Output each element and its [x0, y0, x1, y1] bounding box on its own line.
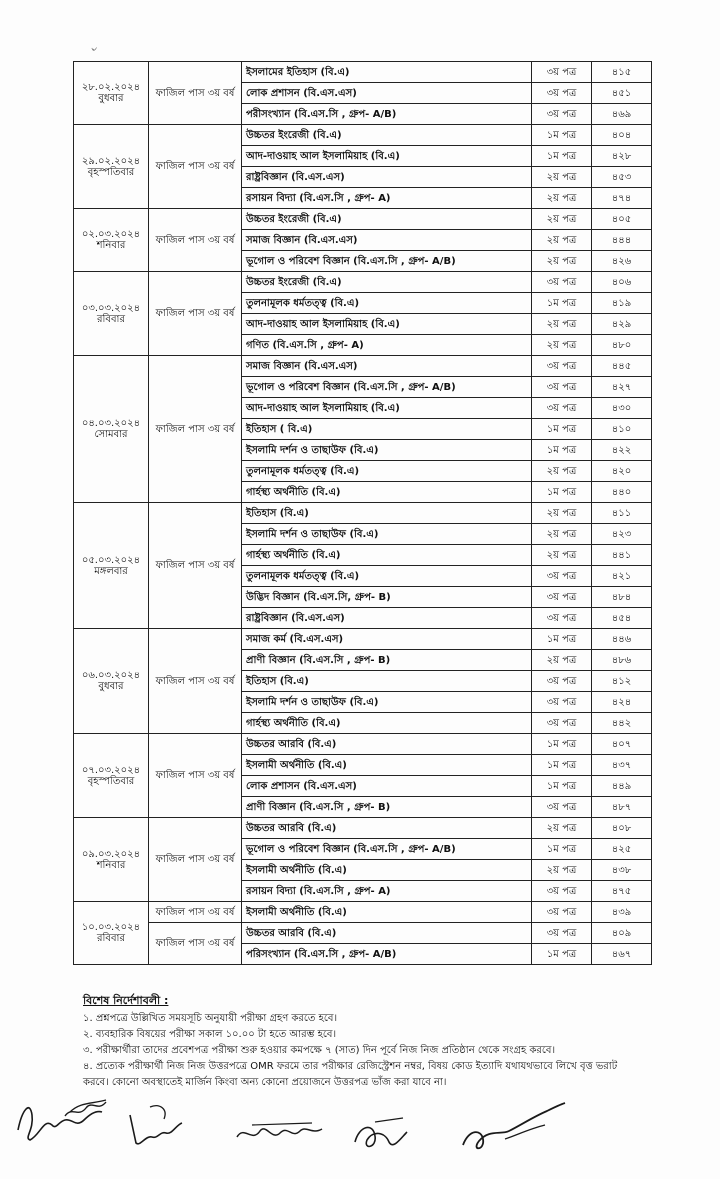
subject-code: ৪১২ — [592, 671, 652, 692]
instruction-item-3: ৩. পরীক্ষার্থীরা তাদের প্রবেশপত্র পরীক্ষা শুরু হওয়ার কমপক্ষে ৭ (সাত) দিন পূর্বে নিজ নিজ প্রতিষ্ঠান থেকে সংগ্রহ করবে। — [83, 1045, 556, 1056]
paper-number: ২য় পত্র — [532, 209, 592, 230]
subject-name: ইতিহাস (বি.এ) — [242, 671, 532, 692]
exam-date-cell — [74, 902, 149, 965]
paper-number: ১ম পত্র — [532, 839, 592, 860]
paper-number: ১ম পত্র — [532, 734, 592, 755]
subject-code: ৪২৬ — [592, 251, 652, 272]
subject-name: তুলনামূলক ধর্মতত্ত্ব (বি.এ) — [242, 566, 532, 587]
paper-number: ২য় পত্র — [532, 335, 592, 356]
subject-name: প্রাণী বিজ্ঞান (বি.এস.সি , গ্রুপ- B) — [242, 797, 532, 818]
instruction-item-1: ১. প্রশ্নপত্রে উল্লিখিত সময়সূচি অনুযায়ী পরীক্ষা গ্রহণ করতে হবে। — [83, 1013, 338, 1024]
paper-number: ১ম পত্র — [532, 755, 592, 776]
exam-date-cell — [74, 629, 149, 734]
exam-date: ০৬.০৩.২০২৪ — [81, 670, 141, 681]
subject-name: ভূগোল ও পরিবেশ বিজ্ঞান (বি.এস.সি , গ্রুপ- A/B) — [242, 839, 532, 860]
subject-name: গার্হস্থ্য অর্থনীতি (বি.এ) — [242, 482, 532, 503]
exam-date: ১০.০৩.২০২৪ — [81, 922, 141, 933]
subject-name: উচ্চতর আরবি (বি.এ) — [242, 818, 532, 839]
subject-name: ইসলামী অর্থনীতি (বি.এ) — [242, 902, 532, 923]
paper-number: ২য় পত্র — [532, 524, 592, 545]
paper-number: ২য় পত্র — [532, 461, 592, 482]
paper-number: ১ম পত্র — [532, 944, 592, 965]
paper-number: ৩য় পত্র — [532, 671, 592, 692]
subject-code: ৪৫১ — [592, 83, 652, 104]
paper-number: ১ম পত্র — [532, 293, 592, 314]
paper-number: ৩য় পত্র — [532, 902, 592, 923]
exam-date-cell — [74, 734, 149, 818]
exam-name: ফাজিল পাস ৩য় বর্ষ — [149, 629, 242, 734]
subject-name: আদ-দাওয়াহ আল ইসলামিয়াহ (বি.এ) — [242, 398, 532, 419]
subject-code: ৪৮৬ — [592, 650, 652, 671]
paper-number: ২য় পত্র — [532, 314, 592, 335]
subject-name: গণিত (বি.এস.সি , গ্রুপ- A) — [242, 335, 532, 356]
exam-weekday: বৃহস্পতিবার — [87, 166, 135, 178]
subject-name: উচ্চতর আরবি (বি.এ) — [242, 923, 532, 944]
subject-name: ইতিহাস (বি.এ) — [242, 503, 532, 524]
exam-weekday: শনিবার — [96, 240, 126, 251]
subject-code: ৪২০ — [592, 461, 652, 482]
subject-code: ৪১০ — [592, 419, 652, 440]
subject-name: আদ-দাওয়াহ আল ইসলামিয়াহ (বি.এ) — [242, 314, 532, 335]
subject-code: ৪৪৯ — [592, 776, 652, 797]
subject-code: ৪০৭ — [592, 734, 652, 755]
subject-code: ৪৪৫ — [592, 356, 652, 377]
exam-schedule-body — [74, 62, 652, 965]
paper-number: ১ম পত্র — [532, 482, 592, 503]
paper-number: ২য় পত্র — [532, 503, 592, 524]
paper-number: ৩য় পত্র — [532, 566, 592, 587]
subject-name: পরীসংখ্যান (বি.এস.সি , গ্রুপ- A/B) — [242, 104, 532, 125]
paper-number: ৩য় পত্র — [532, 104, 592, 125]
subject-code: ৪০৮ — [592, 818, 652, 839]
signature-5 — [455, 1095, 570, 1160]
paper-number: ১ম পত্র — [532, 146, 592, 167]
scan-speck: ৺ — [90, 46, 97, 57]
exam-date: ২৯.০২.২০২৪ — [81, 155, 141, 167]
paper-number: ১ম পত্র — [532, 440, 592, 461]
exam-date: ০৩.০৩.২০২৪ — [81, 302, 141, 314]
paper-number: ৩য় পত্র — [532, 713, 592, 734]
subject-code: ৪৮০ — [592, 335, 652, 356]
exam-date: ০৫.০৩.২০২৪ — [81, 554, 141, 566]
subject-name: ইতিহাস ( বি.এ) — [242, 419, 532, 440]
subject-code: ৪৭৪ — [592, 188, 652, 209]
subject-name: তুলনামূলক ধর্মতত্ত্ব (বি.এ) — [242, 461, 532, 482]
schedule-row — [74, 356, 652, 377]
subject-name: গার্হস্থ্য অর্থনীতি (বি.এ) — [242, 713, 532, 734]
signature-4 — [345, 1112, 415, 1157]
instruction-item-4: ৪. প্রত্যেক পরীক্ষার্থী নিজ নিজ উত্তরপত্রে OMR ফরমে তার পরীক্ষার রেজিস্ট্রেশন নম্বর, বিষয় কোড ইত্যাদি যথাযথভাবে লিখে বৃত্ত ভরাট করবে। কোনো অবস্থাতেই মার্জিন কিংবা অন্য কোনো প্রয়োজনে উত্তরপত্র ভাঁজ করা যাবে না। — [83, 1061, 618, 1088]
subject-name: ইসলামী অর্থনীতি (বি.এ) — [242, 755, 532, 776]
paper-number: ২য় পত্র — [532, 251, 592, 272]
exam-date: ০২.০৩.২০২৪ — [81, 229, 141, 240]
paper-number: ২য় পত্র — [532, 188, 592, 209]
exam-name: ফাজিল পাস ৩য় বর্ষ — [149, 902, 242, 923]
exam-date: ০৯.০৩.২০২৪ — [81, 848, 141, 860]
subject-code: ৪৬৯ — [592, 104, 652, 125]
exam-weekday: বুধবার — [98, 681, 124, 692]
subject-name: উচ্চতর ইংরেজী (বি.এ) — [242, 272, 532, 293]
signature-6 — [60, 1088, 110, 1128]
subject-code: ৪৮৭ — [592, 797, 652, 818]
subject-code: ৪০৫ — [592, 209, 652, 230]
paper-number: ১ম পত্র — [532, 629, 592, 650]
paper-number: ৩য় পত্র — [532, 587, 592, 608]
subject-code: ৪০৯ — [592, 923, 652, 944]
subject-name: ইসলামের ইতিহাস (বি.এ) — [242, 62, 532, 83]
subject-code: ৪২২ — [592, 440, 652, 461]
exam-name: ফাজিল পাস ৩য় বর্ষ — [149, 62, 242, 125]
subject-code: ৪৮৪ — [592, 587, 652, 608]
paper-number: ৩য় পত্র — [532, 62, 592, 83]
subject-name: তুলনামূলক ধর্মতত্ত্ব (বি.এ) — [242, 293, 532, 314]
exam-name: ফাজিল পাস ৩য় বর্ষ — [149, 818, 242, 902]
subject-name: রসায়ন বিদ্যা (বি.এস.সি , গ্রুপ- A) — [242, 188, 532, 209]
paper-number: ২য় পত্র — [532, 167, 592, 188]
subject-code: ৪৬৭ — [592, 944, 652, 965]
subject-code: ৪০৬ — [592, 272, 652, 293]
exam-name: ফাজিল পাস ৩য় বর্ষ — [149, 734, 242, 818]
instruction-item-2: ২. ব্যবহারিক বিষয়ের পরীক্ষা সকাল ১০.০০ টা হতে আরম্ভ হবে। — [83, 1029, 337, 1040]
exam-weekday: শনিবার — [96, 859, 126, 871]
schedule-row — [74, 734, 652, 755]
subject-name: সমাজ কর্ম (বি.এস.এস) — [242, 629, 532, 650]
schedule-row — [74, 62, 652, 83]
subject-code: ৪৪২ — [592, 713, 652, 734]
paper-number: ১ম পত্র — [532, 776, 592, 797]
subject-code: ৪৪৪ — [592, 230, 652, 251]
subject-name: উচ্চতর আরবি (বি.এ) — [242, 734, 532, 755]
subject-code: ৪২৯ — [592, 314, 652, 335]
subject-name: লোক প্রশাসন (বি.এস.এস) — [242, 83, 532, 104]
subject-name: ইসলামি দর্শন ও তাছাউফ (বি.এ) — [242, 440, 532, 461]
exam-name: ফাজিল পাস ৩য় বর্ষ — [149, 356, 242, 503]
subject-code: ৪২৫ — [592, 839, 652, 860]
exam-date-cell — [74, 209, 149, 272]
subject-code: ৪৩৯ — [592, 902, 652, 923]
exam-weekday: রবিবার — [97, 313, 125, 325]
schedule-row — [74, 209, 652, 230]
exam-name: ফাজিল পাস ৩য় বর্ষ — [149, 503, 242, 629]
paper-number: ২য় পত্র — [532, 818, 592, 839]
exam-date: ০৪.০৩.২০২৪ — [81, 418, 141, 429]
exam-name: ফাজিল পাস ৩য় বর্ষ — [149, 209, 242, 272]
exam-date: ২৮.০২.২০২৪ — [81, 82, 141, 93]
subject-name: উচ্চতর ইংরেজী (বি.এ) — [242, 209, 532, 230]
exam-name: ফাজিল পাস ৩য় বর্ষ — [149, 272, 242, 356]
subject-code: ৪৪৬ — [592, 629, 652, 650]
paper-number: ২য় পত্র — [532, 230, 592, 251]
subject-name: গার্হস্থ্য অর্থনীতি (বি.এ) — [242, 545, 532, 566]
subject-code: ৪০৪ — [592, 125, 652, 146]
exam-date-cell — [74, 272, 149, 356]
subject-code: ৪২৭ — [592, 377, 652, 398]
subject-name: সমাজ বিজ্ঞান (বি.এস.এস) — [242, 230, 532, 251]
subject-code: ৪৫৩ — [592, 167, 652, 188]
subject-name: রাষ্ট্রবিজ্ঞান (বি.এস.এস) — [242, 608, 532, 629]
subject-name: উদ্ভিদ বিজ্ঞান (বি.এস.সি, গ্রুপ- B) — [242, 587, 532, 608]
exam-name: ফাজিল পাস ৩য় বর্ষ — [149, 125, 242, 209]
subject-code: ৪৫৪ — [592, 608, 652, 629]
signature-3 — [232, 1115, 327, 1150]
subject-code: ৪৩০ — [592, 398, 652, 419]
schedule-row — [74, 272, 652, 293]
paper-number: ৩য় পত্র — [532, 272, 592, 293]
paper-number: ৩য় পত্র — [532, 881, 592, 902]
subject-code: ৪১৫ — [592, 62, 652, 83]
paper-number: ৩য় পত্র — [532, 692, 592, 713]
subject-name: ভূগোল ও পরিবেশ বিজ্ঞান (বি.এস.সি , গ্রুপ- A/B) — [242, 377, 532, 398]
exam-schedule-table — [73, 61, 652, 965]
exam-date-cell — [74, 818, 149, 902]
exam-weekday: বৃহস্পতিবার — [87, 775, 135, 787]
subject-name: রাষ্ট্রবিজ্ঞান (বি.এস.এস) — [242, 167, 532, 188]
schedule-row — [74, 629, 652, 650]
exam-date-cell — [74, 503, 149, 629]
subject-code: ৪৪০ — [592, 482, 652, 503]
exam-weekday: বুধবার — [98, 93, 124, 104]
exam-weekday: সোমবার — [94, 429, 128, 440]
exam-date-cell — [74, 62, 149, 125]
subject-name: ভূগোল ও পরিবেশ বিজ্ঞান (বি.এস.সি , গ্রুপ- A/B) — [242, 251, 532, 272]
subject-code: ৪১৯ — [592, 293, 652, 314]
paper-number: ২য় পত্র — [532, 650, 592, 671]
subject-name: ইসলামি দর্শন ও তাছাউফ (বি.এ) — [242, 524, 532, 545]
paper-number: ৩য় পত্র — [532, 797, 592, 818]
paper-number: ১ম পত্র — [532, 419, 592, 440]
paper-number: ২য় পত্র — [532, 860, 592, 881]
subject-code: ৪২৩ — [592, 524, 652, 545]
subject-code: ৪১১ — [592, 503, 652, 524]
exam-weekday: রবিবার — [97, 933, 125, 944]
paper-number: ৩য় পত্র — [532, 608, 592, 629]
signature-2 — [120, 1095, 190, 1155]
paper-number: ৩য় পত্র — [532, 923, 592, 944]
schedule-row — [74, 125, 652, 146]
schedule-row — [74, 503, 652, 524]
subject-code: ৪২৪ — [592, 692, 652, 713]
subject-code: ৪৪১ — [592, 545, 652, 566]
subject-name: প্রাণী বিজ্ঞান (বি.এস.সি , গ্রুপ- B) — [242, 650, 532, 671]
subject-code: ৪৩৮ — [592, 860, 652, 881]
paper-number: ২য় পত্র — [532, 545, 592, 566]
subject-name: আদ-দাওয়াহ আল ইসলামিয়াহ (বি.এ) — [242, 146, 532, 167]
exam-weekday: মঙ্গলবার — [94, 565, 128, 577]
paper-number: ৩য় পত্র — [532, 356, 592, 377]
schedule-row — [74, 818, 652, 839]
subject-code: ৪২১ — [592, 566, 652, 587]
paper-number: ১ম পত্র — [532, 125, 592, 146]
exam-name: ফাজিল পাস ৩য় বর্ষ — [149, 923, 242, 965]
subject-name: লোক প্রশাসন (বি.এস.এস) — [242, 776, 532, 797]
subject-name: উচ্চতর ইংরেজী (বি.এ) — [242, 125, 532, 146]
subject-name: পরিসংখ্যান (বি.এস.সি , গ্রুপ- A/B) — [242, 944, 532, 965]
subject-code: ৪৩৭ — [592, 755, 652, 776]
subject-name: সমাজ বিজ্ঞান (বি.এস.এস) — [242, 356, 532, 377]
instructions-title: বিশেষ নির্দেশাবলী : — [83, 994, 169, 1007]
exam-date-cell — [74, 125, 149, 209]
schedule-row — [74, 902, 652, 923]
paper-number: ৩য় পত্র — [532, 83, 592, 104]
paper-number: ৩য় পত্র — [532, 398, 592, 419]
subject-name: রসায়ন বিদ্যা (বি.এস.সি , গ্রুপ- A) — [242, 881, 532, 902]
subject-name: ইসলামী অর্থনীতি (বি.এ) — [242, 860, 532, 881]
schedule-row — [74, 923, 652, 944]
special-instructions — [83, 993, 643, 1091]
paper-number: ৩য় পত্র — [532, 377, 592, 398]
subject-code: ৪২৮ — [592, 146, 652, 167]
subject-name: ইসলামি দর্শন ও তাছাউফ (বি.এ) — [242, 692, 532, 713]
exam-date: ০৭.০৩.২০২৪ — [81, 764, 141, 776]
subject-code: ৪৭৫ — [592, 881, 652, 902]
exam-date-cell — [74, 356, 149, 503]
